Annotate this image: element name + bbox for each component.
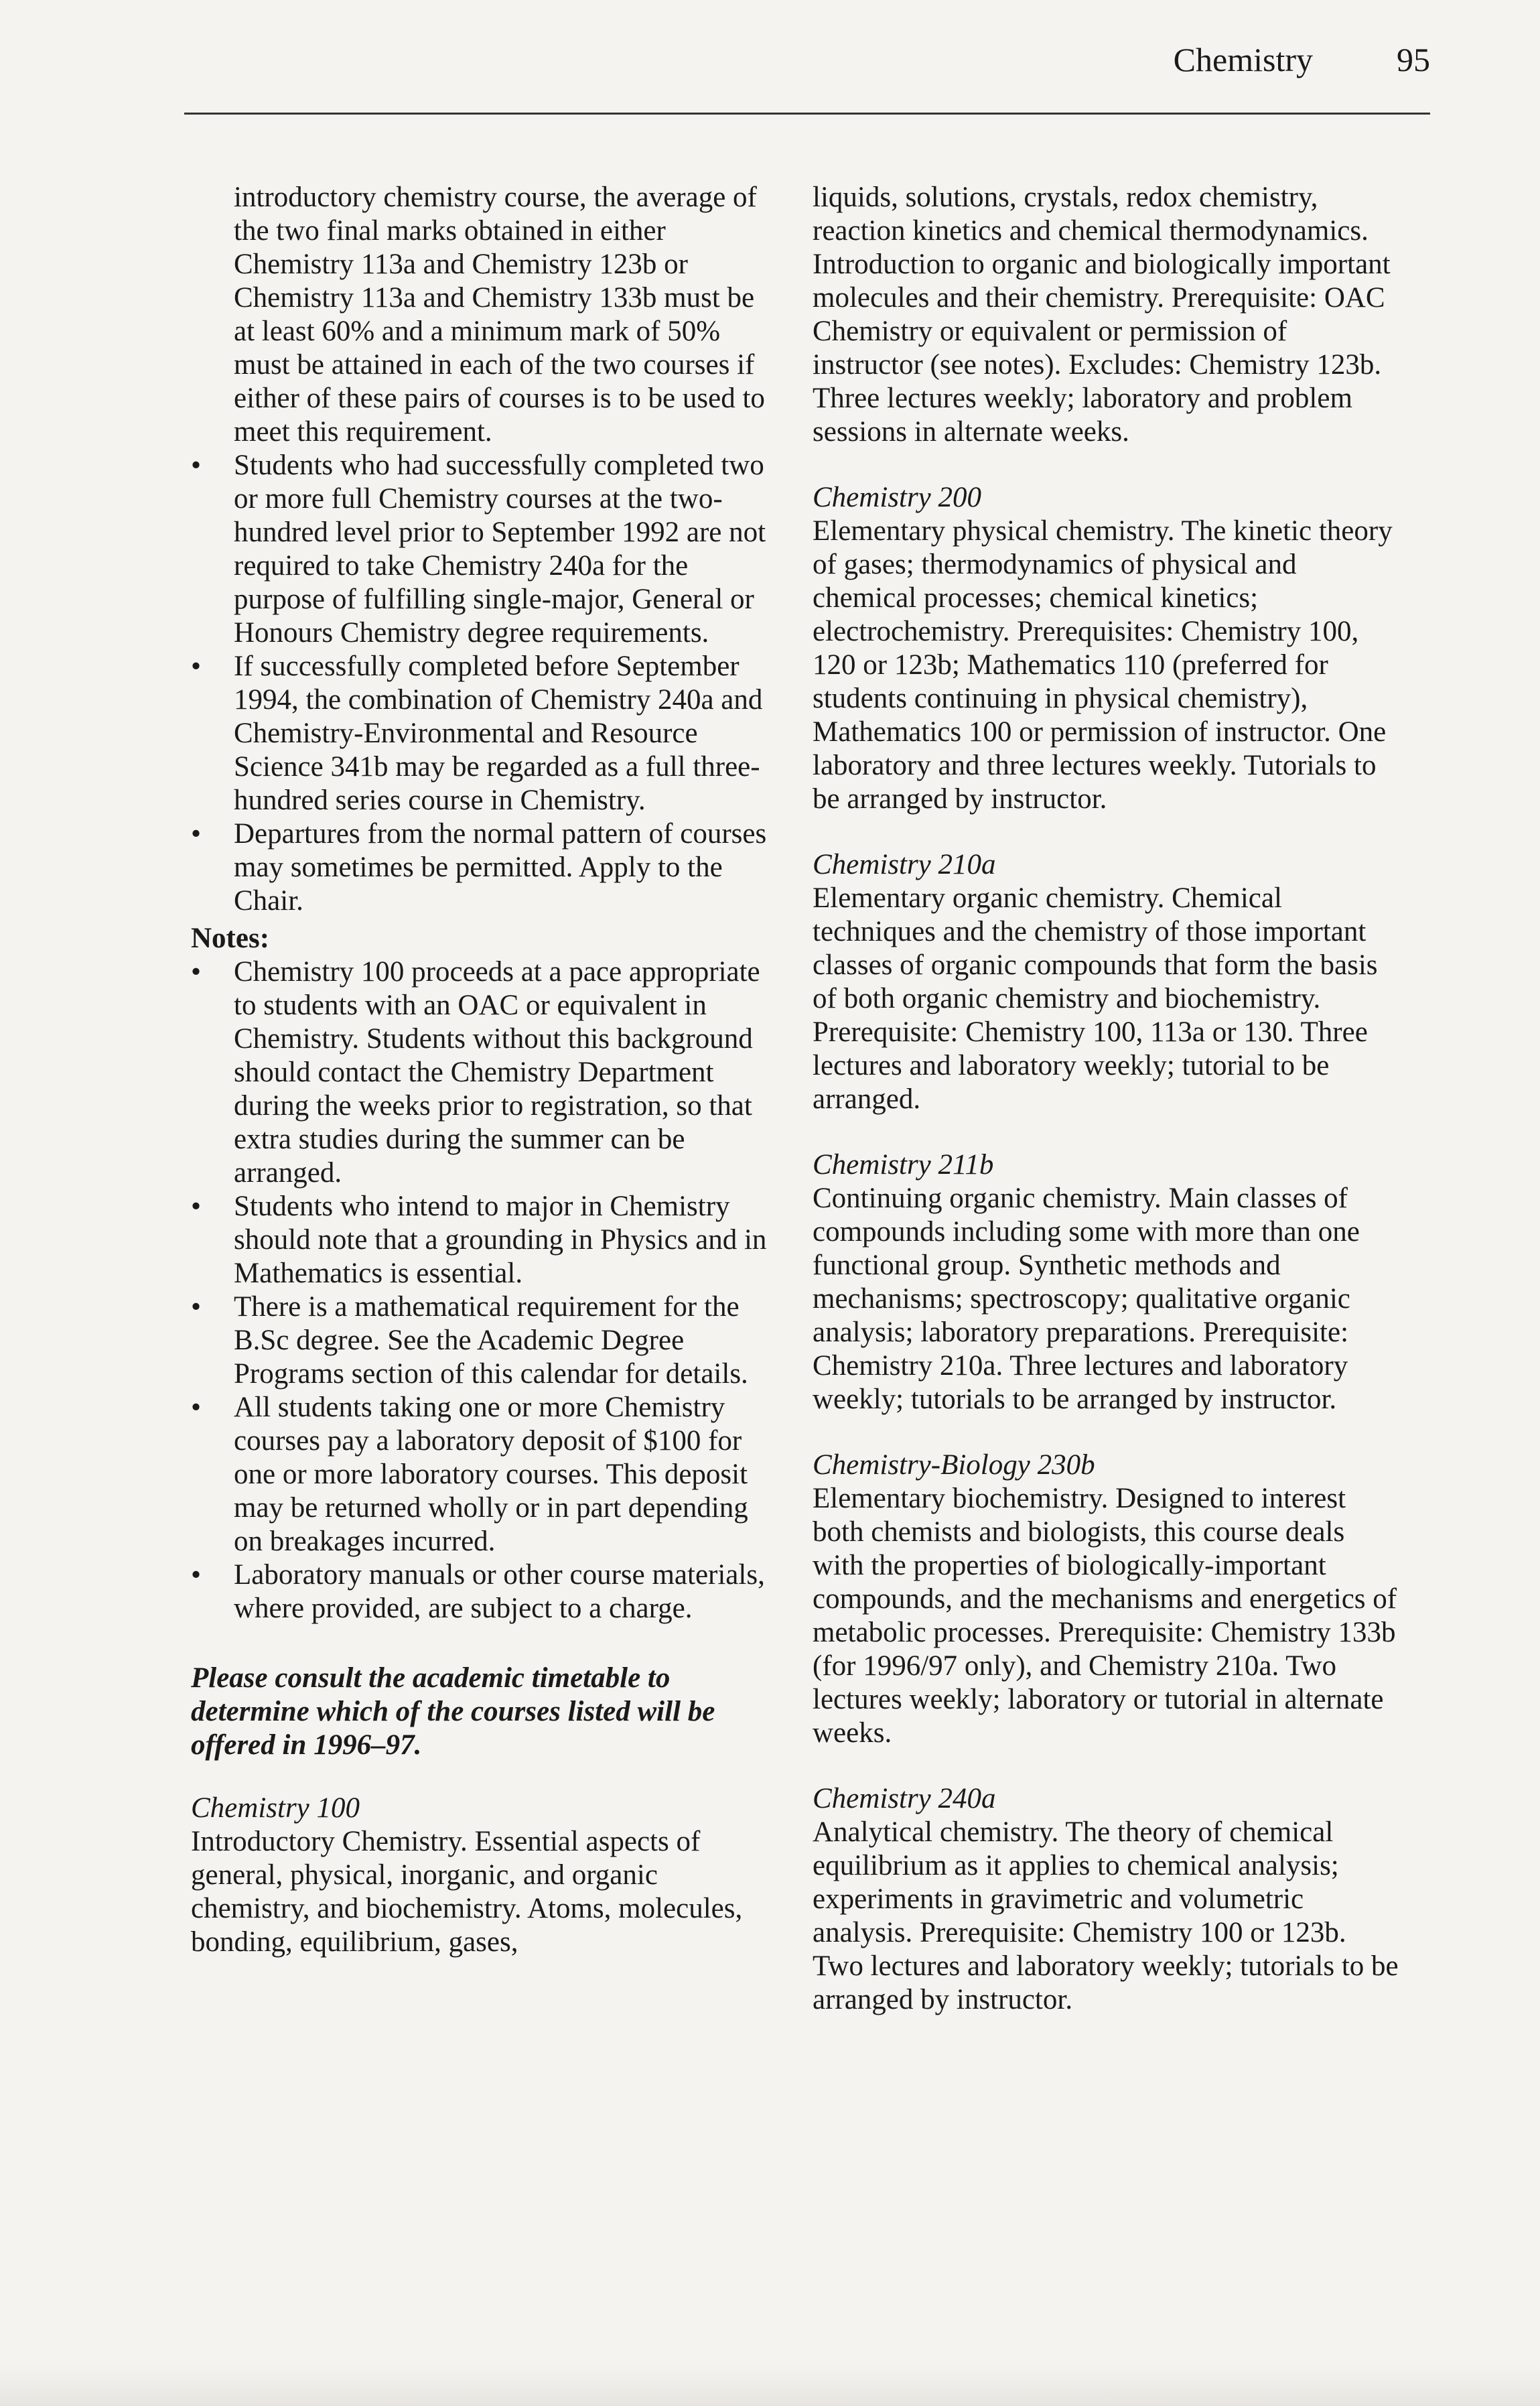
course-description: Elementary biochemistry. Designed to interest both chemists and biologists, this course deals with the properties of biologically-important compounds, and the mechanisms and energetics of metabolic processes. Prerequisite: Chemistry 133b (for 1996/97 only), and Chemistry 210a. Two lectures weekly; laboratory or tutorial in alternate weeks. (813, 1483, 1397, 1749)
course-entry (813, 1449, 1402, 1750)
course-description: Analytical chemistry. The theory of chemical equilibrium as it applies to chemical analysis; experiments in gravimetric and volumetric analysis. Prerequisite: Chemistry 100 or 123b. Two lectures and laboratory weekly; tutorials to be arranged by instructor. (813, 1816, 1399, 2015)
course-entry (191, 1792, 780, 1959)
list-item: • Laboratory manuals or other course materials, where provided, are subject to a charge. (191, 1558, 780, 1625)
list-item: • All students taking one or more Chemistry courses pay a laboratory deposit of $100 for one or more laboratory courses. This deposit may be returned wholly or in part depending on breakages incurred. (191, 1391, 780, 1558)
list-item: • Students who had successfully completed two or more full Chemistry courses at the two-hundred level prior to September 1992 are not required to take Chemistry 240a for the purpose of fulfilling single-major, General or Honours Chemistry degree requirements. (191, 449, 780, 650)
list-item: • There is a mathematical requirement for the B.Sc degree. See the Academic Degree Programs section of this calendar for details. (191, 1290, 780, 1391)
course-title: Chemistry-Biology 230b (813, 1449, 1095, 1481)
course-entry (813, 1782, 1402, 2017)
course-description: Introductory Chemistry. Essential aspects of general, physical, inorganic, and organic chemistry, and biochemistry. Atoms, molecules, bonding, equilibrium, gases, (191, 1826, 743, 1958)
section-title: Chemistry (1173, 41, 1313, 78)
left-column (191, 181, 780, 1991)
list-item: • Departures from the normal pattern of courses may sometimes be permitted. Apply to the Chair. (191, 817, 780, 918)
continued-paragraph: liquids, solutions, crystals, redox chemistry, reaction kinetics and chemical thermodynamics. Introduction to organic and biologically important molecules and their chemistry. Prerequisite: OAC Chemistry or equivalent or permission of instructor (see notes). Excludes: Chemistry 123b. Three lectures weekly; laboratory and problem sessions in alternate weeks. (813, 182, 1391, 448)
course-title: Chemistry 200 (813, 482, 982, 513)
list-item: • If successfully completed before September 1994, the combination of Chemistry 240a and Chemistry-Environmental and Resource Science 341b may be regarded as a full three-hundred series course in Chemistry. (191, 650, 780, 817)
timetable-notice: Please consult the academic timetable to determine which of the courses listed will be offered in 1996–97. (191, 1662, 715, 1761)
course-entry (813, 481, 1402, 816)
page-number: 95 (1397, 41, 1430, 78)
header-rule (184, 113, 1430, 115)
course-description: Continuing organic chemistry. Main classes of compounds including some with more than one functional group. Synthetic methods and mechanisms; spectroscopy; qualitative organic analysis; laboratory preparations. Prerequisite: Chemistry 210a. Three lectures and laboratory weekly; tutorials to be arranged by instructor. (813, 1183, 1360, 1415)
course-description: Elementary physical chemistry. The kinetic theory of gases; thermodynamics of physical and chemical processes; chemical kinetics; electrochemistry. Prerequisites: Chemistry 100, 120 or 123b; Mathematics 110 (preferred for students continuing in physical chemistry), Mathematics 100 or permission of instructor. One laboratory and three lectures weekly. Tutorials to be arranged by instructor. (813, 515, 1393, 815)
page-bottom-edge (0, 2366, 1540, 2406)
course-description: Elementary organic chemistry. Chemical techniques and the chemistry of those important classes of organic compounds that form the basis of both organic chemistry and biochemistry. Prerequisite: Chemistry 100, 113a or 130. Three lectures and laboratory weekly; tutorial to be arranged. (813, 882, 1378, 1115)
list-item: • Students who intend to major in Chemistry should note that a grounding in Physics and in Mathematics is essential. (191, 1190, 780, 1290)
running-header (184, 40, 1430, 87)
list-item: • Chemistry 100 proceeds at a pace appropriate to students with an OAC or equivalent in Chemistry. Students without this background should contact the Chemistry Department during the weeks prior to registration, so that extra studies during the summer can be arranged. (191, 955, 780, 1190)
course-title: Chemistry 100 (191, 1792, 360, 1824)
course-title: Chemistry 240a (813, 1783, 996, 1814)
course-title: Chemistry 211b (813, 1149, 994, 1181)
requirements-list (191, 449, 780, 918)
notes-list (191, 955, 780, 1625)
continued-paragraph: introductory chemistry course, the average of the two final marks obtained in either Chemistry 113a and Chemistry 123b or Chemistry 113a and Chemistry 133b must be at least 60% and a minimum mark of 50% must be attained in each of the two courses if either of these pairs of courses is to be used to meet this requirement. (234, 182, 765, 448)
course-title: Chemistry 210a (813, 849, 996, 880)
course-entry (813, 1148, 1402, 1416)
right-column (813, 181, 1402, 2049)
notes-heading: Notes: (191, 923, 270, 954)
course-entry (813, 848, 1402, 1116)
